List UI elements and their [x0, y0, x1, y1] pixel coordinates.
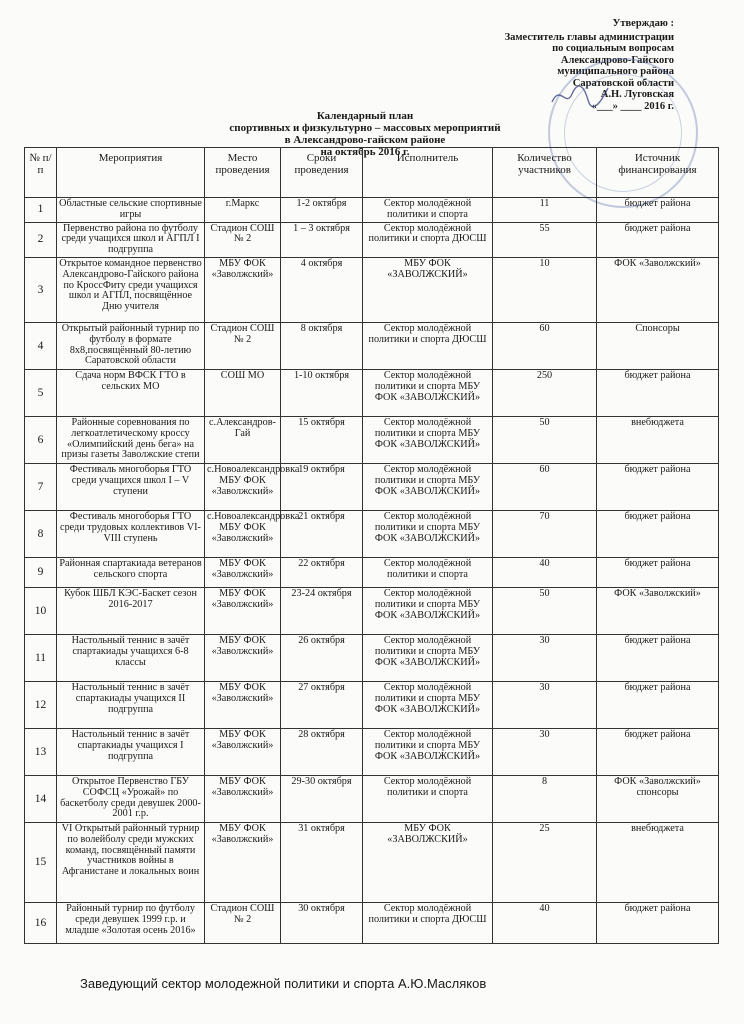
cell-dates: 1 – 3 октября — [281, 222, 363, 257]
cell-event: Районный турнир по футболу среди девушек 1999 г.р. и младше «Золотая осень 2016» — [57, 902, 205, 943]
table-row — [25, 902, 719, 943]
cell-dates: 29-30 октября — [281, 775, 363, 822]
cell-place: МБУ ФОК «Заволжский» — [205, 728, 281, 775]
cell-executor: Сектор молодёжной политики и спорта ДЮСШ — [363, 222, 493, 257]
cell-place: МБУ ФОК «Заволжский» — [205, 557, 281, 587]
cell-count: 55 — [493, 222, 597, 257]
cell-count: 70 — [493, 510, 597, 557]
table-row — [25, 416, 719, 463]
table-row — [25, 587, 719, 634]
cell-executor: Сектор молодёжной политики и спорта ДЮСШ — [363, 322, 493, 369]
title-line: спортивных и физкультурно – массовых мероприятий — [229, 122, 501, 134]
cell-num: 12 — [25, 681, 57, 728]
table-row — [25, 728, 719, 775]
cell-count: 40 — [493, 557, 597, 587]
cell-count: 60 — [493, 463, 597, 510]
table-row — [25, 681, 719, 728]
cell-place: СОШ МО — [205, 369, 281, 416]
cell-place: МБУ ФОК «Заволжский» — [205, 822, 281, 902]
table-row — [25, 775, 719, 822]
approval-line: муниципального района — [557, 66, 674, 77]
cell-dates: 26 октября — [281, 634, 363, 681]
title-line: на октябрь 2016 г. — [320, 146, 410, 158]
table-row — [25, 369, 719, 416]
cell-dates: 15 октября — [281, 416, 363, 463]
cell-dates: 31 октября — [281, 822, 363, 902]
cell-funding: внебюджета — [597, 822, 719, 902]
cell-num: 11 — [25, 634, 57, 681]
cell-place: МБУ ФОК «Заволжский» — [205, 681, 281, 728]
cell-executor: Сектор молодёжной политики и спорта — [363, 557, 493, 587]
cell-executor: Сектор молодёжной политики и спорта — [363, 198, 493, 223]
cell-event: Открытое Первенство ГБУ СОФСЦ «Урожай» по баскетболу среди девушек 2000-2001 г.р. — [57, 775, 205, 822]
cell-funding: бюджет района — [597, 634, 719, 681]
cell-dates: 22 октября — [281, 557, 363, 587]
cell-event: VI Открытый районный турнир по волейболу среди мужских команд, посвящённый памяти участников войны в Афганистане и локальных воин — [57, 822, 205, 902]
cell-event: Кубок ШБЛ КЭС-Баскет сезон 2016-2017 — [57, 587, 205, 634]
cell-place: Стадион СОШ № 2 — [205, 322, 281, 369]
cell-funding: Спонсоры — [597, 322, 719, 369]
approval-heading: Утверждаю : — [612, 18, 674, 29]
table-row — [25, 222, 719, 257]
cell-dates: 1-10 октября — [281, 369, 363, 416]
cell-place: МБУ ФОК «Заволжский» — [205, 775, 281, 822]
header-executor: Исполнитель — [363, 148, 493, 198]
title-line: Календарный план — [316, 110, 414, 122]
cell-event: Районная спартакиада ветеранов сельского спорта — [57, 557, 205, 587]
table-header-row — [25, 148, 719, 198]
cell-place: г.Маркс — [205, 198, 281, 223]
cell-funding: ФОК «Заволжский» — [597, 257, 719, 322]
cell-count: 30 — [493, 728, 597, 775]
cell-funding: бюджет района — [597, 557, 719, 587]
cell-num: 16 — [25, 902, 57, 943]
cell-count: 50 — [493, 416, 597, 463]
cell-executor: МБУ ФОК «ЗАВОЛЖСКИЙ» — [363, 257, 493, 322]
header-funding: Источник финансирования — [597, 148, 719, 198]
cell-count: 250 — [493, 369, 597, 416]
cell-dates: 19 октября — [281, 463, 363, 510]
cell-num: 9 — [25, 557, 57, 587]
cell-num: 15 — [25, 822, 57, 902]
cell-dates: 1-2 октября — [281, 198, 363, 223]
cell-funding: бюджет района — [597, 369, 719, 416]
cell-executor: Сектор молодёжной политики и спорта ДЮСШ — [363, 902, 493, 943]
cell-count: 10 — [493, 257, 597, 322]
cell-event: Фестиваль многоборья ГТО среди учащихся школ I – V ступени — [57, 463, 205, 510]
approval-line: «___» ____ 2016 г. — [591, 100, 674, 112]
cell-funding: бюджет района — [597, 681, 719, 728]
cell-count: 40 — [493, 902, 597, 943]
events-table — [24, 147, 719, 944]
table-row — [25, 822, 719, 902]
table-row — [25, 198, 719, 223]
cell-place: Стадион СОШ № 2 — [205, 902, 281, 943]
approval-line: Саратовской области — [572, 77, 674, 89]
cell-place: с.Новоалександровка МБУ ФОК «Заволжский» — [205, 463, 281, 510]
cell-place: МБУ ФОК «Заволжский» — [205, 634, 281, 681]
approval-line: А.Н. Луговская — [600, 89, 674, 100]
cell-event: Районные соревнования по легкоатлетическому кроссу «Олимпийский день бега» на призы газеты Заволжские степи — [57, 416, 205, 463]
cell-dates: 4 октября — [281, 257, 363, 322]
cell-count: 25 — [493, 822, 597, 902]
cell-count: 60 — [493, 322, 597, 369]
cell-num: 14 — [25, 775, 57, 822]
cell-count: 50 — [493, 587, 597, 634]
cell-funding: бюджет района — [597, 510, 719, 557]
cell-funding: внебюджета — [597, 416, 719, 463]
cell-event: Первенство района по футболу среди учащихся школ и АГПЛ I подгруппа — [57, 222, 205, 257]
header-num: № п/п — [25, 148, 57, 198]
cell-executor: МБУ ФОК «ЗАВОЛЖСКИЙ» — [363, 822, 493, 902]
header-dates: Сроки проведения — [281, 148, 363, 198]
approval-line: Заместитель главы администрации — [504, 31, 674, 43]
cell-place: с.Новоалександровка МБУ ФОК «Заволжский» — [205, 510, 281, 557]
cell-funding: ФОК «Заволжский» спонсоры — [597, 775, 719, 822]
cell-dates: 27 октября — [281, 681, 363, 728]
cell-funding: ФОК «Заволжский» — [597, 587, 719, 634]
title-line: в Александрово-гайском районе — [284, 134, 446, 146]
table-row — [25, 322, 719, 369]
cell-executor: Сектор молодёжной политики и спорта МБУ ФОК «ЗАВОЛЖСКИЙ» — [363, 463, 493, 510]
cell-event: Сдача норм ВФСК ГТО в сельских МО — [57, 369, 205, 416]
table-row — [25, 634, 719, 681]
cell-num: 7 — [25, 463, 57, 510]
cell-place: с.Александров-Гай — [205, 416, 281, 463]
cell-num: 3 — [25, 257, 57, 322]
cell-funding: бюджет района — [597, 728, 719, 775]
cell-funding: бюджет района — [597, 463, 719, 510]
table-row — [25, 510, 719, 557]
header-event: Мероприятия — [57, 148, 205, 198]
cell-num: 8 — [25, 510, 57, 557]
table-row — [25, 557, 719, 587]
header-count: Количество участников — [493, 148, 597, 198]
cell-executor: Сектор молодёжной политики и спорта МБУ ФОК «ЗАВОЛЖСКИЙ» — [363, 634, 493, 681]
cell-dates: 21 октября — [281, 510, 363, 557]
cell-num: 10 — [25, 587, 57, 634]
cell-count: 30 — [493, 634, 597, 681]
cell-dates: 23-24 октября — [281, 587, 363, 634]
cell-executor: Сектор молодёжной политики и спорта МБУ ФОК «ЗАВОЛЖСКИЙ» — [363, 416, 493, 463]
cell-event: Открытый районный турнир по футболу в формате 8х8,посвящённый 80-летию Саратовской области — [57, 322, 205, 369]
cell-funding: бюджет района — [597, 222, 719, 257]
cell-event: Настольный теннис в зачёт спартакиады учащихся II подгруппа — [57, 681, 205, 728]
cell-dates: 8 октября — [281, 322, 363, 369]
cell-executor: Сектор молодёжной политики и спорта — [363, 775, 493, 822]
cell-executor: Сектор молодёжной политики и спорта МБУ ФОК «ЗАВОЛЖСКИЙ» — [363, 369, 493, 416]
cell-num: 13 — [25, 728, 57, 775]
cell-place: МБУ ФОК «Заволжский» — [205, 587, 281, 634]
table-row — [25, 463, 719, 510]
approval-line: по социальным вопросам — [552, 43, 674, 54]
table-row — [25, 257, 719, 322]
cell-event: Областные сельские спортивные игры — [57, 198, 205, 223]
cell-count: 30 — [493, 681, 597, 728]
cell-count: 11 — [493, 198, 597, 223]
header-place: Место проведения — [205, 148, 281, 198]
cell-event: Настольный теннис в зачёт спартакиады учащихся I подгруппа — [57, 728, 205, 775]
approval-line: Александрово-Гайского — [560, 54, 674, 66]
cell-dates: 30 октября — [281, 902, 363, 943]
cell-funding: бюджет района — [597, 902, 719, 943]
cell-num: 2 — [25, 222, 57, 257]
cell-place: Стадион СОШ № 2 — [205, 222, 281, 257]
cell-num: 1 — [25, 198, 57, 223]
cell-num: 5 — [25, 369, 57, 416]
cell-event: Настольный теннис в зачёт спартакиады учащихся 6-8 классы — [57, 634, 205, 681]
footer-signature-line: Заведующий сектор молодежной политики и спорта А.Ю.Масляков — [80, 976, 487, 991]
cell-num: 6 — [25, 416, 57, 463]
cell-event: Фестиваль многоборья ГТО среди трудовых коллективов VI-VIII ступень — [57, 510, 205, 557]
cell-event: Открытое командное первенство Александрово-Гайского района по КроссФиту среди учащихся школ и АГПЛ, посвящённое Дню учителя — [57, 257, 205, 322]
cell-place: МБУ ФОК «Заволжский» — [205, 257, 281, 322]
cell-executor: Сектор молодёжной политики и спорта МБУ ФОК «ЗАВОЛЖСКИЙ» — [363, 681, 493, 728]
cell-executor: Сектор молодёжной политики и спорта МБУ ФОК «ЗАВОЛЖСКИЙ» — [363, 728, 493, 775]
cell-count: 8 — [493, 775, 597, 822]
cell-executor: Сектор молодёжной политики и спорта МБУ ФОК «ЗАВОЛЖСКИЙ» — [363, 510, 493, 557]
cell-executor: Сектор молодёжной политики и спорта МБУ ФОК «ЗАВОЛЖСКИЙ» — [363, 587, 493, 634]
cell-dates: 28 октября — [281, 728, 363, 775]
cell-funding: бюджет района — [597, 198, 719, 223]
cell-num: 4 — [25, 322, 57, 369]
signature-icon — [550, 82, 610, 110]
